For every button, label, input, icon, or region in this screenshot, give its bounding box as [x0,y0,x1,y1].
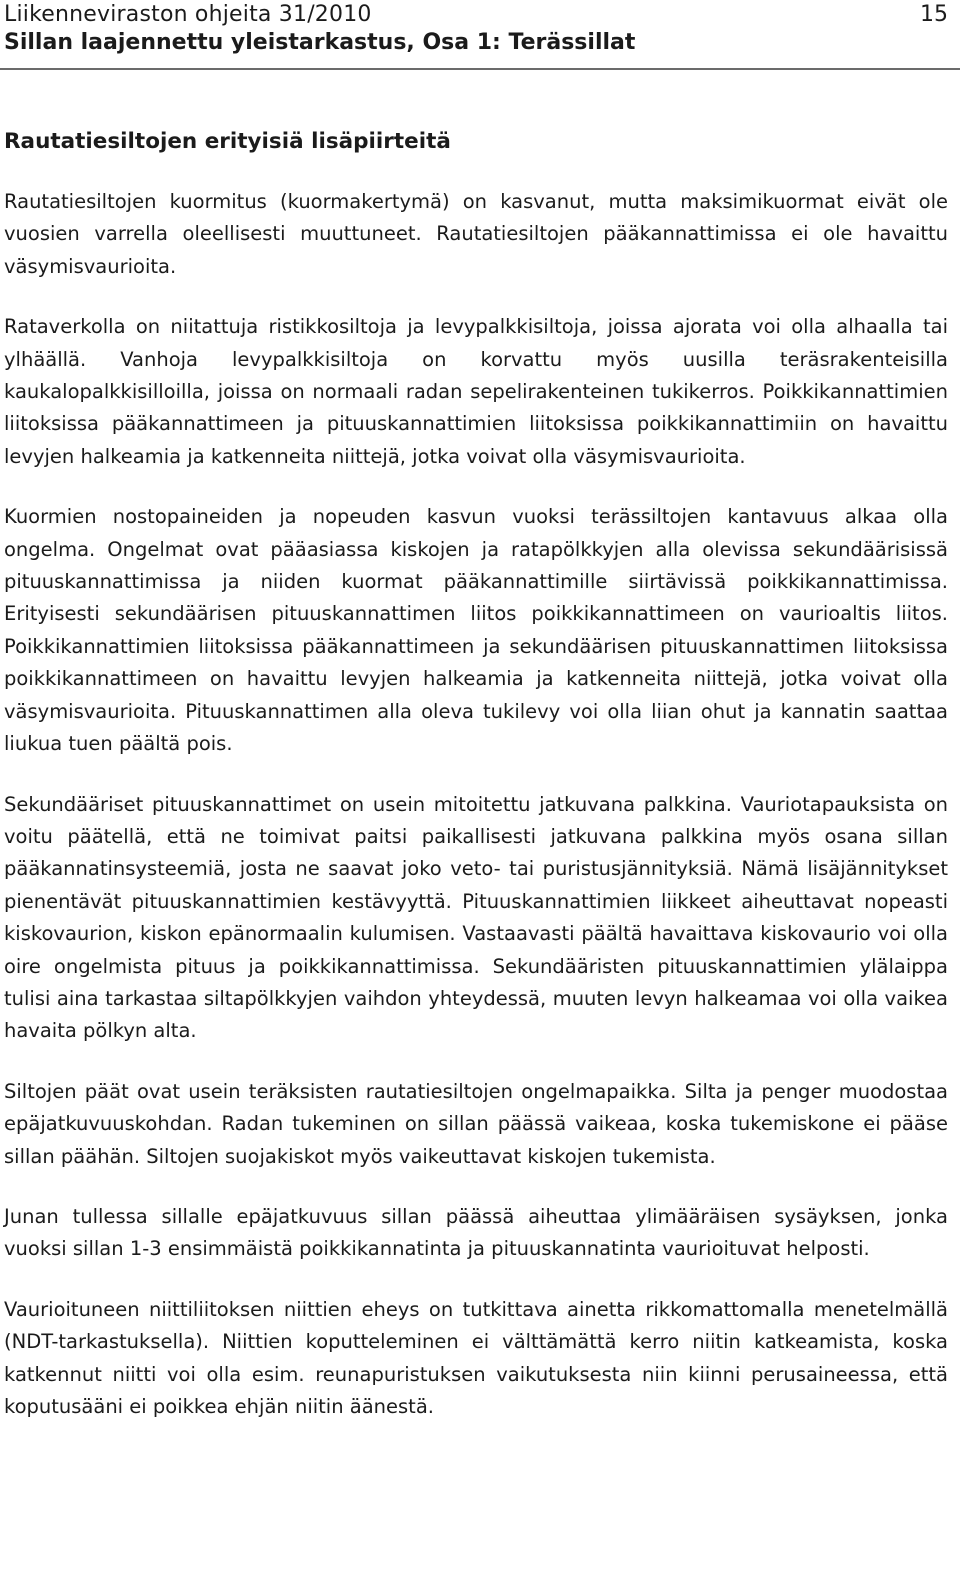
header-divider [0,68,960,70]
publication-title: Sillan laajennettu yleistarkastus, Osa 1: Terässillat [4,30,636,55]
paragraph: Rataverkolla on niitattuja ristikkosiltoja ja levypalkkisiltoja, joissa ajorata voi olla alhaalla tai ylhäällä. Vanhoja levypalkkisiltoja on korvattu myös uusilla teräsrakenteisilla kaukalopalkkisilloilla, joissa on normaali radan sepelirakenteinen tukikerros. Poikkikannattimien liitoksissa pääkannattimeen ja pituuskannattimien liitoksissa poikkikannattimiin on havaittu levyjen halkeamia ja katkenneita niittejä, jotka voivat olla väsymisvaurioita. [4,315,948,468]
paragraph: Sekundääriset pituuskannattimet on usein mitoitettu jatkuvana palkkina. Vauriotapauksista on voitu päätellä, että ne toimivat paitsi paikallisesti jatkuvana palkkina myös osana sillan pääkannatinsysteemiä, josta ne saavat joko veto- tai puristusjännityksiä. Nämä lisäjännitykset pienentävät pituuskannattimien kestävyyttä. Pituuskannattimien liikkeet aiheuttavat nopeasti kiskovaurion, kiskon epänormaalin kulumisen. Vastaavasti päältä havaittava kiskovaurio voi olla oire ongelmista pituus ja poikkikannattimissa. Sekundääristen pituuskannattimien ylälaippa tulisi aina tarkastaa siltapölkkyjen vaihdon yhteydessä, muuten levyn halkeamaa voi olla vaikea havaita pölkyn alta. [4,792,948,1043]
page-header [0,0,960,70]
page-number: 15 [920,2,948,27]
section-heading: Rautatiesiltojen erityisiä lisäpiirteitä [4,129,451,154]
page-body [4,125,948,1423]
paragraph: Junan tullessa sillalle epäjatkuvuus sillan päässä aiheuttaa ylimääräisen sysäyksen, jonka vuoksi sillan 1-3 ensimmäistä poikkikannatinta ja pituuskannatinta vaurioituvat helposti. [4,1204,948,1261]
paragraph: Kuormien nostopaineiden ja nopeuden kasvun vuoksi terässiltojen kantavuus alkaa olla ongelma. Ongelmat ovat pääasiassa kiskojen ja ratapölkkyjen alla olevissa sekundäärisissä pituuskannattimissa ja niiden kuormat pääkannattimille siirtävissä poikkikannattimissa. Erityisesti sekundäärisen pituuskannattimen liitos poikkikannattimeen on vaurioaltis liitos. Poikkikannattimien liitoksissa pääkannattimeen ja sekundäärisen pituuskannattimen liitoksissa poikkikannattimeen on havaittu levyjen halkeamia ja katkenneita niittejä, jotka voivat olla väsymisvaurioita. Pituuskannattimen alla oleva tukilevy voi olla liian ohut ja kannatin saattaa liukua tuen päältä pois. [4,505,948,756]
paragraph: Siltojen päät ovat usein teräksisten rautatiesiltojen ongelmapaikka. Silta ja penger muodostaa epäjatkuvuuskohdan. Radan tukeminen on sillan päässä vaikeaa, koska tukemiskone ei pääse sillan päähän. Siltojen suojakiskot myös vaikeuttavat kiskojen tukemista. [4,1079,948,1168]
paragraph: Vaurioituneen niittiliitoksen niittien eheys on tutkittava ainetta rikkomattomalla menetelmällä (NDT-tarkastuksella). Niittien koputteleminen ei välttämättä kerro niitin katkeamista, koska katkennut niitti voi olla esim. reunapuristuksen vaikutuksesta niin kiinni perusaineessa, että koputusääni ei poikkea ehjän niitin äänestä. [4,1297,948,1418]
paragraph: Rautatiesiltojen kuormitus (kuormakertymä) on kasvanut, mutta maksimikuormat eivät ole vuosien varrella oleellisesti muuttuneet. Rautatiesiltojen pääkannattimissa ei ole havaittu väsymisvaurioita. [4,190,948,278]
publication-series: Liikenneviraston ohjeita 31/2010 [4,2,372,27]
